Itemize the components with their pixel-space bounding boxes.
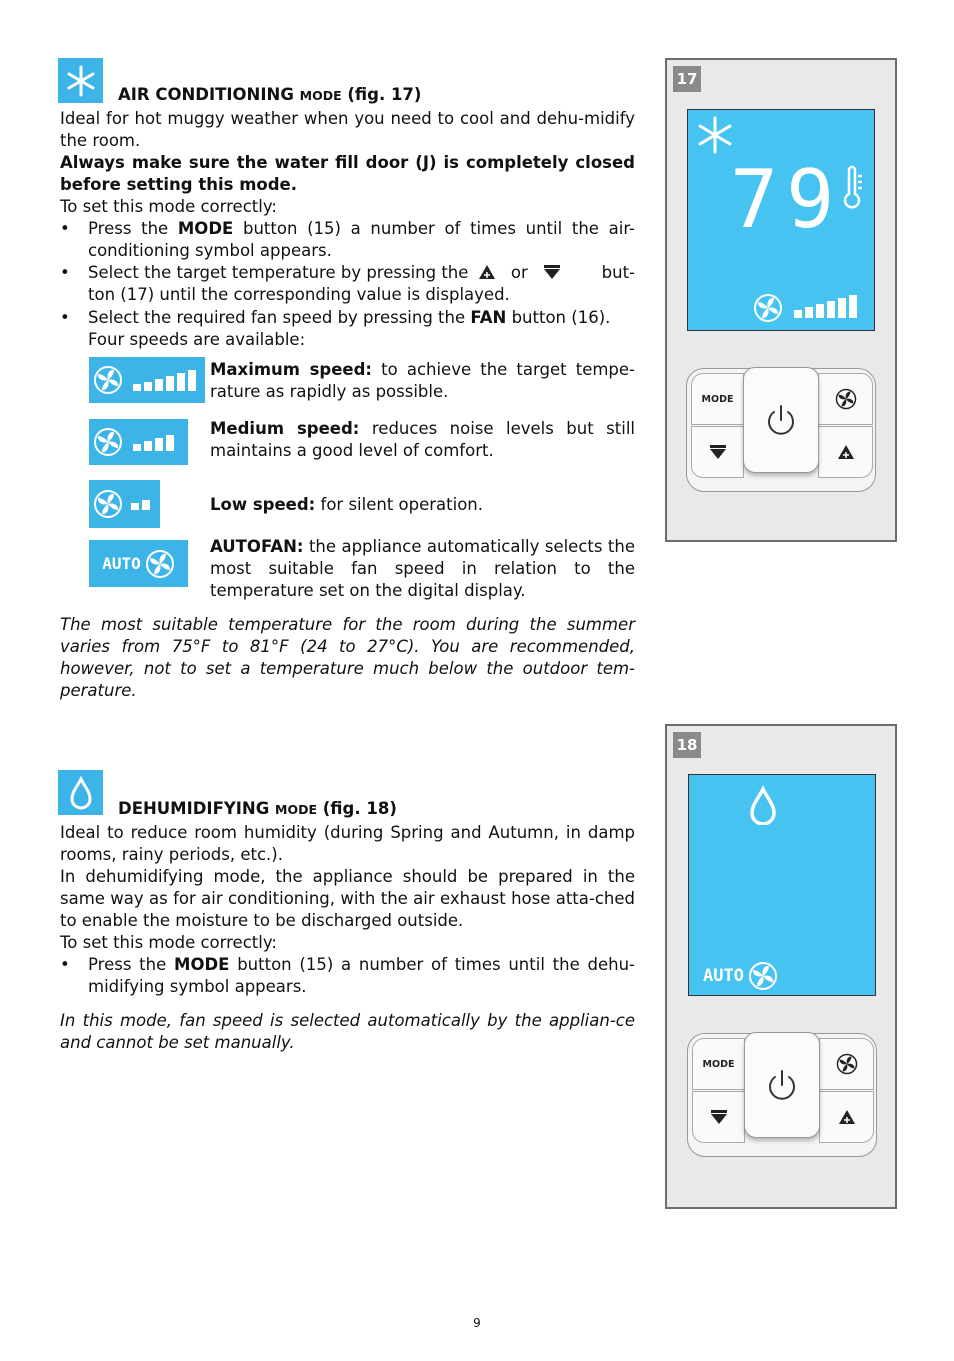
- dh-preparation: In dehumidifying mode, the appliance should be prepared in the same way as for air conditioning, with the air exhaust hose atta-ched to enable the moisture to be discharged outside.: [60, 867, 635, 930]
- temperature-readout: 79: [730, 153, 843, 246]
- temp-down-button[interactable]: [692, 1091, 745, 1143]
- snowflake-icon: [700, 118, 730, 152]
- fan-icon: [145, 549, 175, 579]
- display-screen: [687, 109, 875, 331]
- down-arrow-icon: [543, 264, 561, 280]
- fan-icon: [835, 388, 857, 410]
- fan-button[interactable]: [818, 373, 873, 425]
- dh-heading: DEHUMIDIFYING MODE (fig. 18): [118, 799, 397, 818]
- max-speed-description: Maximum speed: to achieve the target tempe-rature as rapidly as possible.: [210, 360, 635, 401]
- thermometer-icon: [845, 167, 862, 207]
- auto-label: AUTO: [102, 554, 141, 573]
- dh-bullet-mode: • Press the MODE button (15) a number of times until the dehu-midifying symbol appears.: [60, 955, 635, 996]
- low-speed-description: Low speed: for silent operation.: [210, 495, 483, 514]
- max-speed-icon: [89, 357, 205, 403]
- ac-bullet-fan: • Select the required fan speed by pressing the FAN button (16). Four speeds are available:: [60, 308, 611, 349]
- power-icon: [764, 403, 798, 437]
- dh-instructions-lead: To set this mode correctly:: [60, 933, 277, 952]
- water-drop-icon: [69, 776, 93, 810]
- autofan-description: AUTOFAN: the appliance automatically selects the most suitable fan speed in relation to the temperature set on the digital display.: [210, 537, 635, 600]
- up-arrow-icon: [837, 444, 855, 460]
- fan-icon: [836, 1053, 858, 1075]
- dh-note: In this mode, fan speed is selected automatically by the applian-ce and cannot be set manually.: [60, 1011, 635, 1052]
- up-arrow-icon: [478, 264, 496, 280]
- fan-icon: [93, 365, 123, 395]
- page-number: 9: [473, 1316, 481, 1330]
- ac-bullet-mode: • Press the MODE button (15) a number of times until the air-conditioning symbol appears.: [60, 219, 636, 260]
- fan-icon: [93, 427, 123, 457]
- fan-icon: [748, 961, 778, 991]
- ac-bullet-temperature: • Select the target temperature by pressing the or but- ton (17) until the corresponding value is displayed.: [60, 263, 635, 304]
- figure-18: [665, 724, 897, 1209]
- ac-note: The most suitable temperature for the room during the summer varies from 75°F to 81°F (24 to 27°C). You are recommended, however, not to set a temperature much below the outdoor tem-perature.: [60, 615, 635, 700]
- dh-intro: Ideal to reduce room humidity (during Spring and Autumn, in damp rooms, rainy periods, etc.).: [60, 823, 635, 864]
- ac-mode-icon: [58, 58, 103, 103]
- temp-up-button[interactable]: [819, 1091, 874, 1143]
- medium-speed-icon: [89, 419, 188, 465]
- auto-fan-indicator: [703, 961, 778, 991]
- power-button[interactable]: [743, 367, 819, 473]
- medium-speed-bars: [133, 433, 174, 451]
- ac-instructions-lead: To set this mode correctly:: [60, 197, 277, 216]
- fan-icon: [93, 489, 123, 519]
- figure-number: 18: [673, 732, 701, 758]
- low-speed-icon: [89, 480, 160, 528]
- fan-icon: [755, 295, 781, 321]
- ac-intro: Ideal for hot muggy weather when you need to cool and dehu-midify the room.: [60, 109, 635, 150]
- medium-speed-description: Medium speed: reduces noise levels but still maintains a good level of comfort.: [210, 419, 635, 460]
- down-arrow-icon: [710, 1109, 728, 1125]
- mode-button[interactable]: MODE: [691, 373, 744, 425]
- figure-number: 17: [673, 66, 701, 92]
- mode-button[interactable]: MODE: [692, 1038, 745, 1090]
- power-button[interactable]: [744, 1032, 820, 1138]
- control-panel: [686, 368, 876, 492]
- water-drop-icon: [748, 785, 778, 825]
- fan-speed-bars: [794, 295, 857, 318]
- control-panel: [687, 1033, 877, 1157]
- autofan-icon: [89, 540, 188, 587]
- ac-warning: Always make sure the water fill door (J) is completely closed before setting this mode.: [60, 153, 635, 194]
- ac-heading: AIR CONDITIONING MODE (fig. 17): [118, 85, 422, 104]
- max-speed-bars: [133, 369, 196, 391]
- snowflake-icon: [64, 64, 98, 98]
- temp-down-button[interactable]: [691, 426, 744, 478]
- power-icon: [765, 1068, 799, 1102]
- fan-button[interactable]: [819, 1038, 874, 1090]
- auto-label: AUTO: [703, 966, 744, 986]
- low-speed-bars: [131, 498, 150, 510]
- down-arrow-icon: [709, 444, 727, 460]
- temp-up-button[interactable]: [818, 426, 873, 478]
- dh-mode-icon: [58, 770, 103, 815]
- display-screen: [688, 774, 876, 996]
- up-arrow-icon: [838, 1109, 856, 1125]
- figure-17: [665, 58, 897, 542]
